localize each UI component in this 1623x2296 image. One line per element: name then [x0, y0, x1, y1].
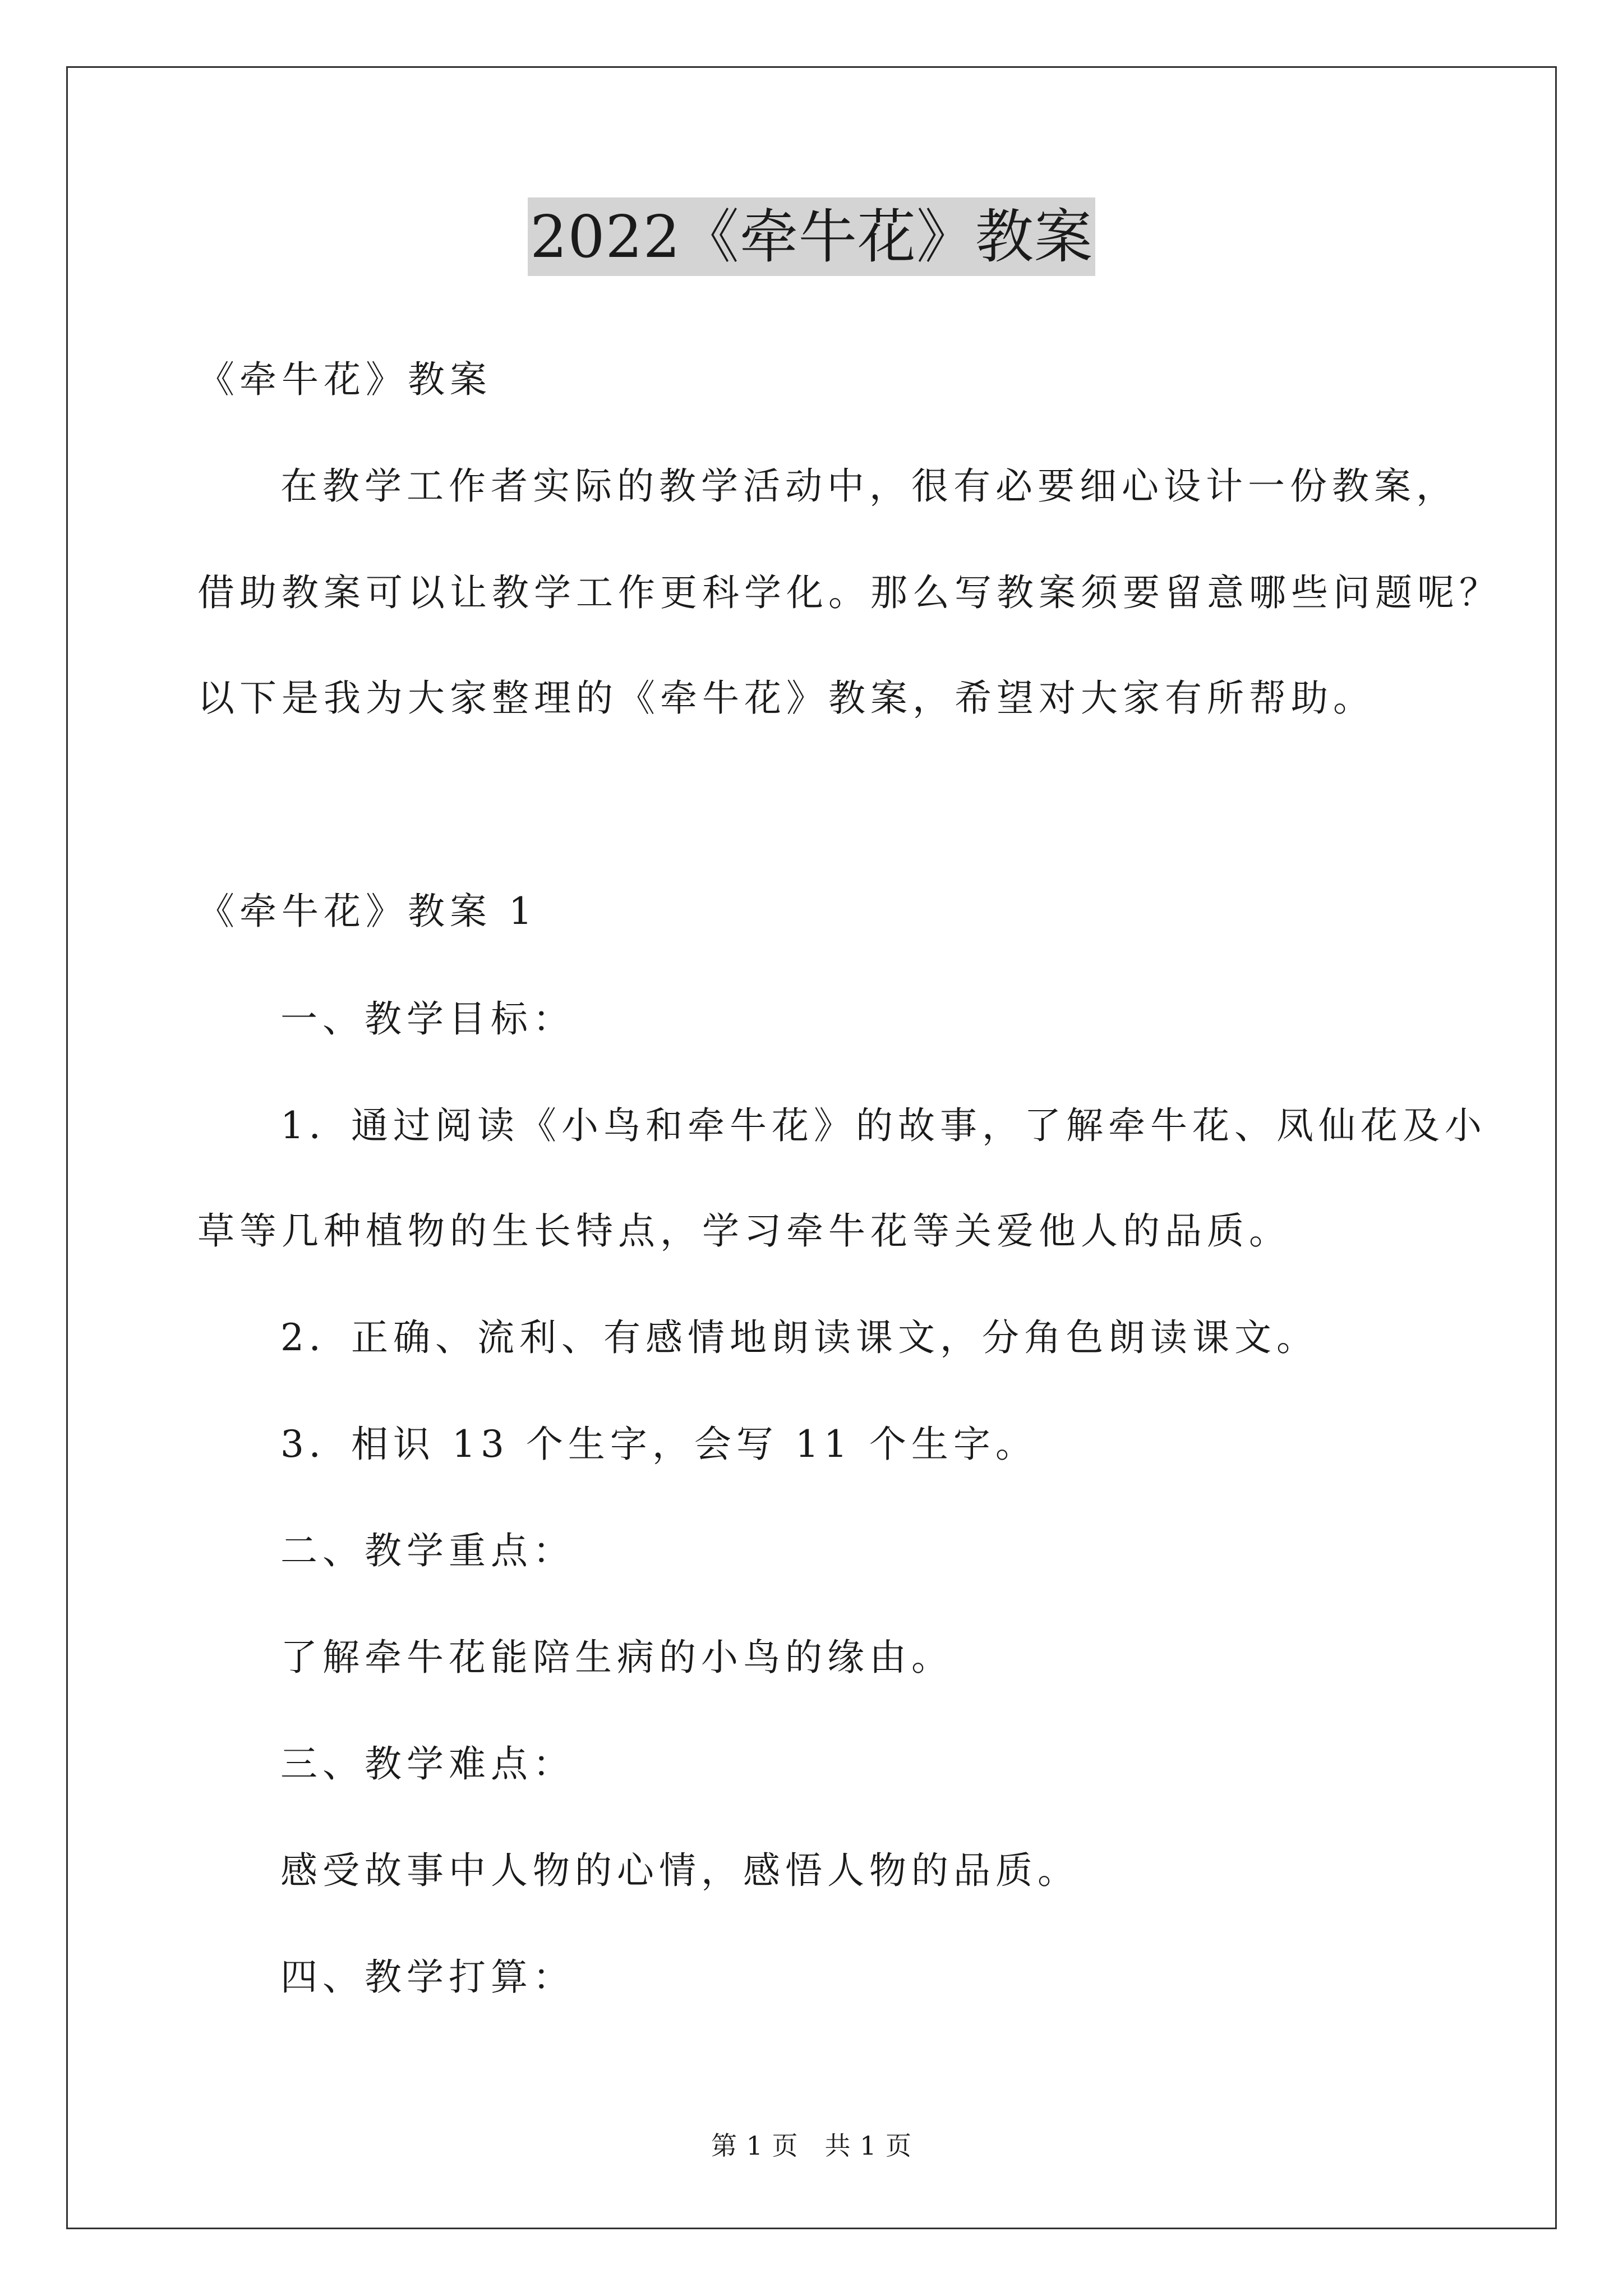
section-title: 《牵牛花》教案 1 [197, 890, 537, 933]
objectives-heading: 一、教学目标： [280, 997, 575, 1041]
key-points-text: 了解牵牛花能陪生病的小鸟的缘由。 [280, 1636, 953, 1679]
preparation-heading: 四、教学打算： [280, 1955, 575, 1999]
subtitle: 《牵牛花》教案 [197, 358, 492, 401]
title-container [0, 197, 1623, 276]
objective-1-line-1: 1．通过阅读《小鸟和牵牛花》的故事，了解牵牛花、凤仙花及小 [280, 1104, 1487, 1147]
intro-line-2: 借助教案可以让教学工作更科学化。那么写教案须要留意哪些问题呢？ [197, 571, 1501, 614]
document-title: 2022《牵牛花》教案 [528, 197, 1095, 276]
page-footer: 第 1 页 共 1 页 [711, 2131, 912, 2161]
objective-1-line-2: 草等几种植物的生长特点，学习牵牛花等关爱他人的品质。 [197, 1209, 1291, 1253]
objective-3: 3．相识 13 个生字，会写 11 个生字。 [280, 1423, 1038, 1466]
difficulties-text: 感受故事中人物的心情，感悟人物的品质。 [280, 1849, 1080, 1892]
difficulties-heading: 三、教学难点： [280, 1742, 575, 1786]
objective-2: 2．正确、流利、有感情地朗读课文，分角色朗读课文。 [280, 1316, 1318, 1359]
intro-line-3: 以下是我为大家整理的《牵牛花》教案，希望对大家有所帮助。 [197, 677, 1375, 720]
intro-line-1: 在教学工作者实际的教学活动中，很有必要细心设计一份教案， [280, 464, 1458, 508]
key-points-heading: 二、教学重点： [280, 1529, 575, 1572]
